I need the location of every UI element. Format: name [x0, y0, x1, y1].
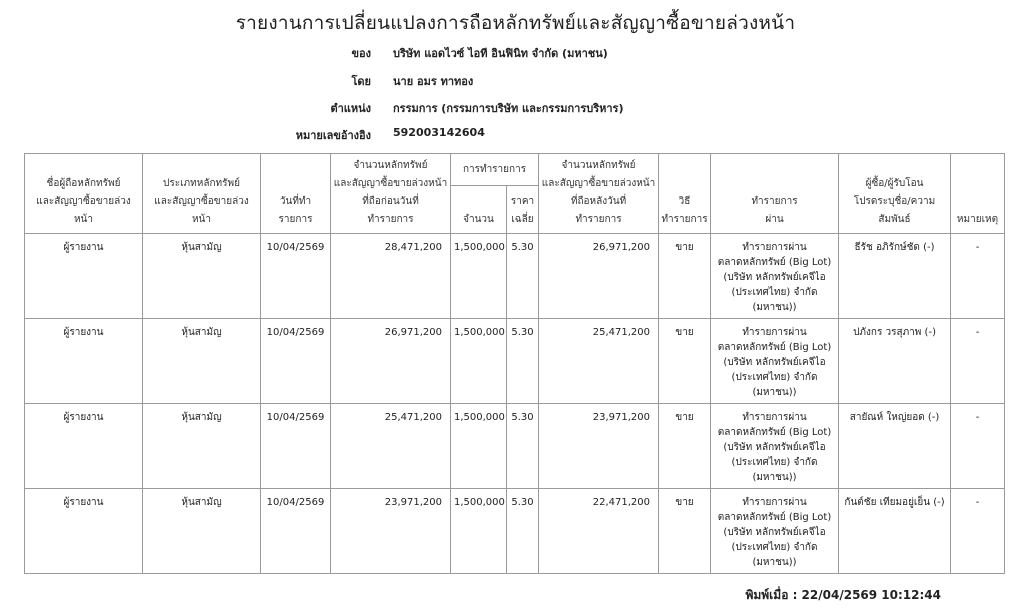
info-label-reference: หมายเลขอ้างอิง — [295, 129, 371, 142]
cell-type: หุ้นสามัญ — [143, 404, 261, 489]
info-row-reporter — [0, 72, 1031, 94]
cell-price: 5.30 — [507, 404, 539, 489]
info-row-position — [0, 99, 1031, 121]
cell-amount: 1,500,000 — [451, 234, 507, 319]
info-row-reference — [0, 126, 1031, 148]
cell-note: - — [951, 489, 1005, 574]
info-label-position: ตำแหน่ง — [330, 102, 371, 115]
info-label-company: ของ — [351, 47, 371, 60]
cell-amount: 1,500,000 — [451, 404, 507, 489]
cell-via: ทำรายการผ่าน ตลาดหลักทรัพย์ (Big Lot) (บริษัท หลักทรัพย์เคจีไอ (ประเทศไทย) จำกัด (มหาชน)) — [711, 404, 839, 489]
cell-price: 5.30 — [507, 319, 539, 404]
table-row — [25, 234, 1005, 319]
cell-via: ทำรายการผ่าน ตลาดหลักทรัพย์ (Big Lot) (บริษัท หลักทรัพย์เคจีไอ (ประเทศไทย) จำกัด (มหาชน)) — [711, 234, 839, 319]
col-counterparty-header: ผู้ซื้อ/ผู้รับโอน โปรดระบุชื่อ/ความสัมพันธ์ — [839, 154, 951, 234]
cell-before: 26,971,200 — [331, 319, 451, 404]
cell-via: ทำรายการผ่าน ตลาดหลักทรัพย์ (Big Lot) (บริษัท หลักทรัพย์เคจีไอ (ประเทศไทย) จำกัด (มหาชน)) — [711, 489, 839, 574]
cell-note: - — [951, 404, 1005, 489]
cell-date: 10/04/2569 — [261, 404, 331, 489]
col-trade-group-header: การทำรายการ — [451, 154, 539, 186]
col-amount-header: จำนวน — [451, 186, 507, 234]
table-row — [25, 404, 1005, 489]
cell-after: 25,471,200 — [539, 319, 659, 404]
cell-type: หุ้นสามัญ — [143, 234, 261, 319]
cell-price: 5.30 — [507, 234, 539, 319]
cell-amount: 1,500,000 — [451, 489, 507, 574]
header-row-top — [25, 154, 1005, 186]
cell-holder: ผู้รายงาน — [25, 489, 143, 574]
table-row — [25, 319, 1005, 404]
cell-before: 25,471,200 — [331, 404, 451, 489]
cell-before: 28,471,200 — [331, 234, 451, 319]
cell-counterparty: กันต์ชัย เทียมอยู่เย็น (-) — [839, 489, 951, 574]
cell-note: - — [951, 234, 1005, 319]
cell-amount: 1,500,000 — [451, 319, 507, 404]
info-value-company: บริษัท แอดไวซ์ ไอที อินฟินิท จำกัด (มหาชน) — [393, 47, 608, 60]
cell-via: ทำรายการผ่าน ตลาดหลักทรัพย์ (Big Lot) (บริษัท หลักทรัพย์เคจีไอ (ประเทศไทย) จำกัด (มหาชน)) — [711, 319, 839, 404]
cell-type: หุ้นสามัญ — [143, 489, 261, 574]
cell-note: - — [951, 319, 1005, 404]
col-type-header: ประเภทหลักทรัพย์ และสัญญาซื้อขายล่วงหน้า — [143, 154, 261, 234]
cell-after: 22,471,200 — [539, 489, 659, 574]
info-row-company — [0, 44, 1031, 66]
cell-holder: ผู้รายงาน — [25, 319, 143, 404]
col-via-header: ทำรายการ ผ่าน — [711, 154, 839, 234]
cell-date: 10/04/2569 — [261, 319, 331, 404]
info-value-reference: 592003142604 — [393, 126, 485, 139]
cell-method: ขาย — [659, 319, 711, 404]
cell-counterparty: ธีรัช อภิรักษ์ชัด (-) — [839, 234, 951, 319]
cell-date: 10/04/2569 — [261, 489, 331, 574]
info-value-reporter: นาย อมร ทาทอง — [393, 75, 474, 88]
cell-counterparty: ปภังกร วรสุภาพ (-) — [839, 319, 951, 404]
cell-before: 23,971,200 — [331, 489, 451, 574]
cell-method: ขาย — [659, 489, 711, 574]
col-note-header: หมายเหตุ — [951, 154, 1005, 234]
cell-holder: ผู้รายงาน — [25, 404, 143, 489]
cell-price: 5.30 — [507, 489, 539, 574]
cell-type: หุ้นสามัญ — [143, 319, 261, 404]
info-value-position: กรรมการ (กรรมการบริษัท และกรรมการบริหาร) — [393, 102, 624, 115]
table-row — [25, 489, 1005, 574]
col-before-header: จำนวนหลักทรัพย์ และสัญญาซื้อขายล่วงหน้า ที่ถือก่อนวันที่ ทำรายการ — [331, 154, 451, 234]
cell-date: 10/04/2569 — [261, 234, 331, 319]
transactions-table — [24, 153, 1005, 574]
col-date-header: วันที่ทำรายการ — [261, 154, 331, 234]
cell-method: ขาย — [659, 234, 711, 319]
info-label-reporter: โดย — [351, 75, 371, 88]
col-price-header: ราคา เฉลี่ย — [507, 186, 539, 234]
cell-holder: ผู้รายงาน — [25, 234, 143, 319]
cell-after: 23,971,200 — [539, 404, 659, 489]
col-after-header: จำนวนหลักทรัพย์ และสัญญาซื้อขายล่วงหน้า ที่ถือหลังวันที่ ทำรายการ — [539, 154, 659, 234]
cell-counterparty: สายัณห์ ใหญ่ยอด (-) — [839, 404, 951, 489]
col-method-header: วิธี ทำรายการ — [659, 154, 711, 234]
col-holder-header: ชื่อผู้ถือหลักทรัพย์ และสัญญาซื้อขายล่วงหน้า — [25, 154, 143, 234]
report-title: รายงานการเปลี่ยนแปลงการถือหลักทรัพย์และสัญญาซื้อขายล่วงหน้า — [235, 12, 796, 34]
cell-method: ขาย — [659, 404, 711, 489]
printed-timestamp: พิมพ์เมื่อ : 22/04/2569 10:12:44 — [745, 588, 941, 602]
cell-after: 26,971,200 — [539, 234, 659, 319]
